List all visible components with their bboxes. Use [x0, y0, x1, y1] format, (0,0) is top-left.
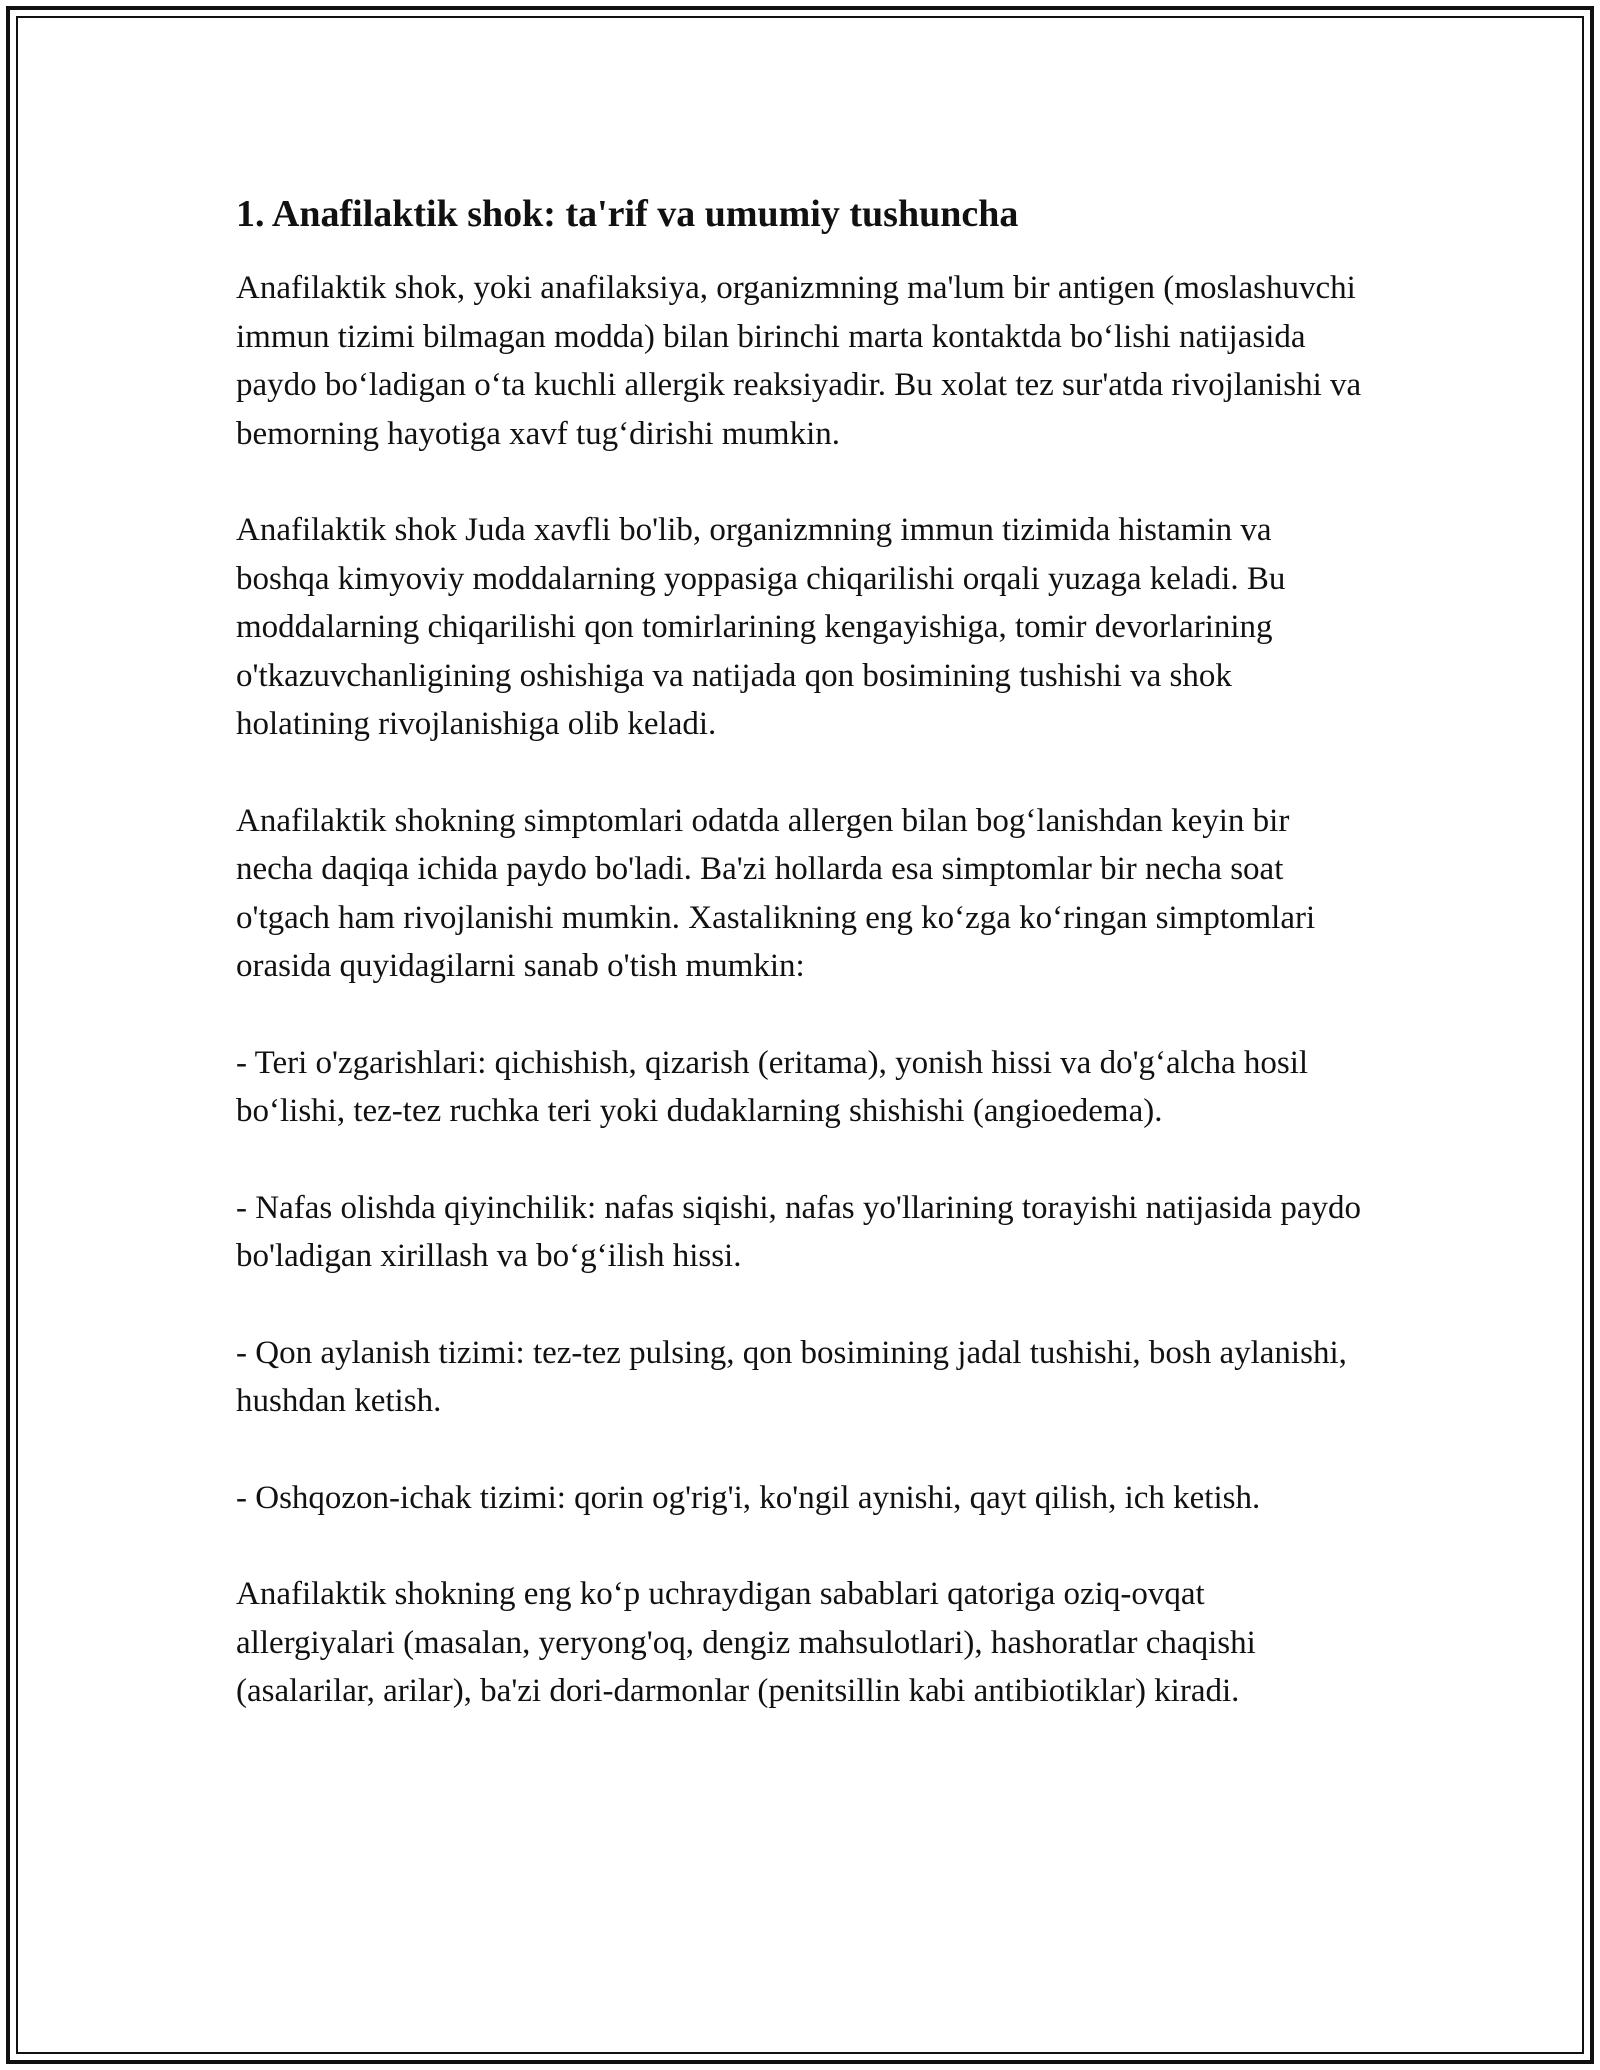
paragraph-definition: Anafilaktik shok, yoki anafilaksiya, organizmning ma'lum bir antigen (moslashuvchi immun tizimi bilmagan modda) bilan birinchi marta kontaktda bo‘lishi natijasida paydo bo‘ladigan o‘ta kuchli allergik reaksiyadir. Bu xolat tez sur'atda rivojlanishi va bemorning hayotiga xavf tug‘dirishi mumkin. — [236, 270, 1362, 452]
paragraph-symptoms-intro: Anafilaktik shokning simptomlari odatda allergen bilan bog‘lanishdan keyin bir necha daqiqa ichida paydo bo'ladi. Ba'zi hollarda esa simptomlar bir necha soat o'tgach ham rivojlanishi mumkin. Xastalikning eng ko‘zga ko‘ringan simptomlari orasida quyidagilarni sanab o'tish mumkin: — [236, 802, 1316, 984]
document-body — [236, 186, 1366, 1764]
section-heading: 1. Anafilaktik shok: ta'rif va umumiy tushuncha — [236, 193, 1019, 235]
paragraph-mechanism: Anafilaktik shok Juda xavfli bo'lib, organizmning immun tizimida histamin va boshqa kimyoviy moddalarning yoppasiga chiqarilishi orqali yuzaga keladi. Bu moddalarning chiqarilishi qon tomirlarining kengayishiga, tomir devorlarining o'tkazuvchanligining oshishiga va natijada qon bosimining tushishi va shok holatining rivojlanishiga olib keladi. — [236, 512, 1286, 742]
list-item-circulation: - Qon aylanish tizimi: tez-tez pulsing, qon bosimining jadal tushishi, bosh aylanishi, hushdan ketish. — [236, 1334, 1347, 1419]
list-item-breathing: - Nafas olishda qiyinchilik: nafas siqishi, nafas yo'llarining torayishi natijasida paydo bo'ladigan xirillash va bo‘g‘ilish hissi. — [236, 1189, 1361, 1274]
list-item-digestive: - Oshqozon-ichak tizimi: qorin og'rig'i, ko'ngil aynishi, qayt qilish, ich ketish. — [236, 1479, 1261, 1516]
list-item-skin: - Teri o'zgarishlari: qichishish, qizarish (eritama), yonish hissi va do'g‘alcha hosil bo‘lishi, tez-tez ruchka teri yoki dudaklarning shishishi (angioedema). — [236, 1044, 1309, 1129]
paragraph-causes: Anafilaktik shokning eng ko‘p uchraydigan sabablari qatoriga oziq-ovqat allergiyalari (masalan, yeryong'oq, dengiz mahsulotlari), hashoratlar chaqishi (asalarilar, arilar), ba'zi dori-darmonlar (penitsillin kabi antibiotiklar) kiradi. — [236, 1576, 1256, 1709]
